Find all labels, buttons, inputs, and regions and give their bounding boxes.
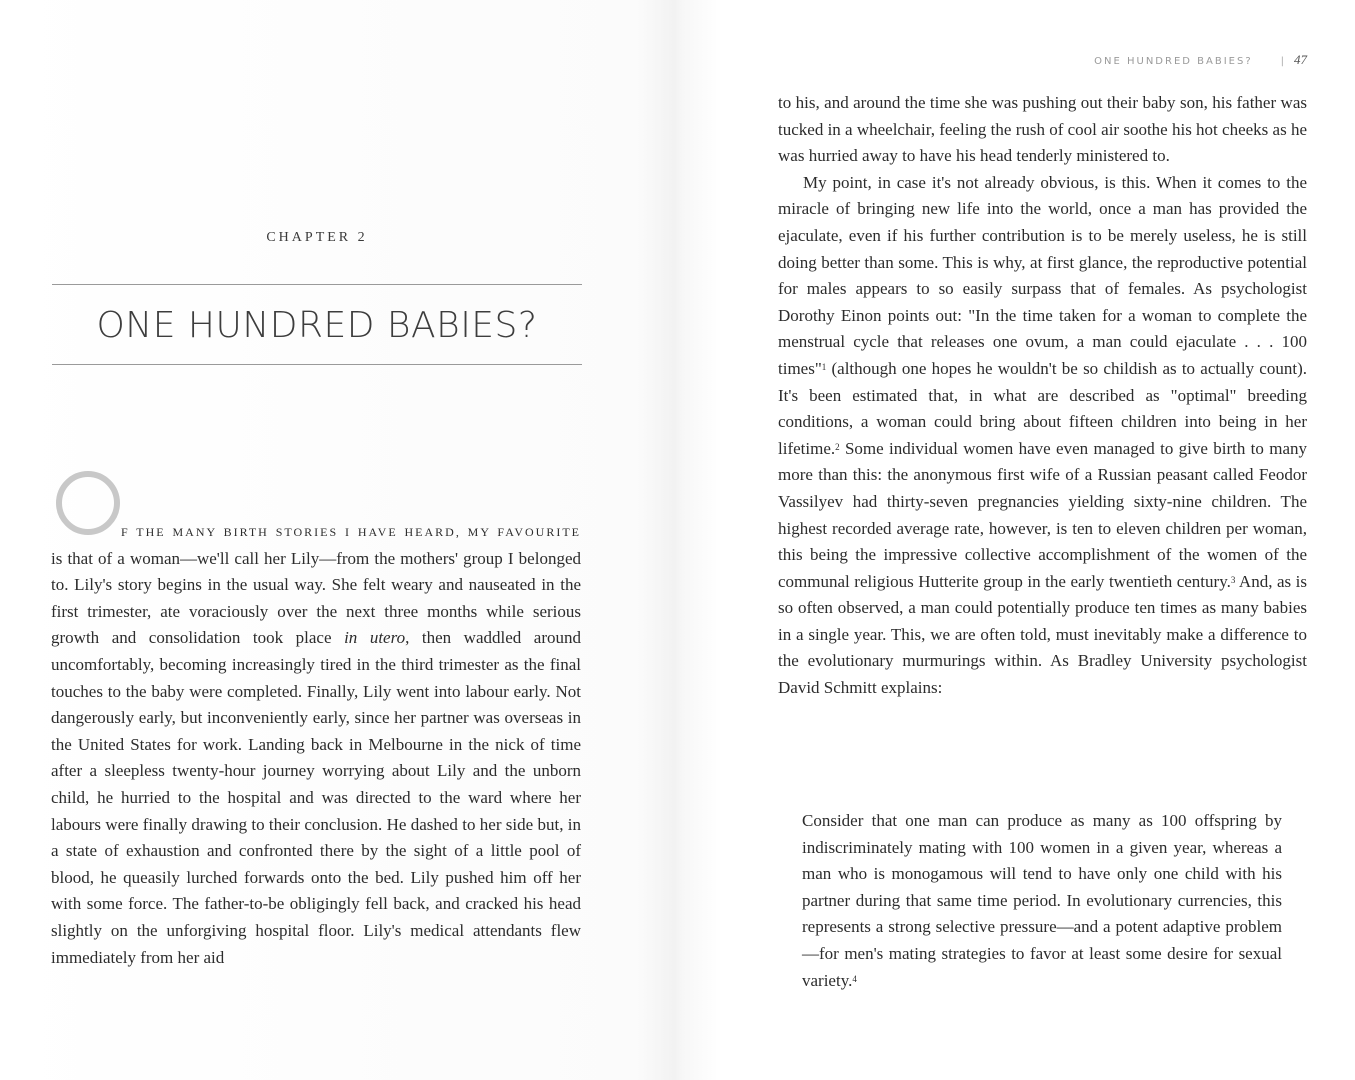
title-rule-top — [52, 284, 582, 285]
left-paragraph — [51, 546, 581, 972]
page-number: 47 — [1294, 52, 1307, 67]
para-2-part-d: And, as is so often observed, a man could potentially produce ten times as many babies in a single year. This, we are often told, must inevitably make a difference to the evolutionary murmurings within. As Bradley University psychologist David Schmitt explains: — [778, 571, 1307, 698]
body-italic: in utero — [344, 628, 406, 648]
para-2-part-b: (although one hopes he wouldn't be so childish as to actually count). It's been estimated that, in what are described as "optimal" breeding conditions, a woman could bring about fifteen children into being in her lifetime. — [778, 358, 1307, 458]
chapter-label: CHAPTER 2 — [266, 230, 368, 245]
paragraph-my-point — [778, 170, 1307, 702]
right-page — [676, 0, 1355, 1080]
right-body-text — [778, 90, 1307, 702]
running-head-title: ONE HUNDRED BABIES? — [1094, 56, 1253, 67]
title-rule-bottom — [52, 364, 582, 365]
block-quote — [802, 808, 1282, 994]
quote-text: Consider that one man can produce as many as 100 offspring by indiscriminately mating with 100 women in a given year, whereas a man who is monogamous will tend to have only one child with his partner during that same time period. In evolutionary currencies, this represents a strong selective pressure—and a potent adaptive problem—for men's mating strategies to favor at least some desire for sexual variety. — [802, 811, 1282, 990]
body-text-2: , then waddled around uncomfortably, becoming increasingly tired in the third trimester as the final touches to the baby were completed. Finally, Lily went into labour early. Not dangerously early, but inconveniently early, since her partner was overseas in the United States for work. Landing back in Melbourne in the nick of time after a sleepless twenty-hour journey worrying about Lily and the unborn child, he hurried to the hospital and was directed to the ward where her labours were finally drawing to their conclusion. He dashed to her side but, in a state of exhaustion and confronted there by the sight of a little pool of blood, he queasily lurched forwards onto the bed. Lily pushed him off her with some force. The father-to-be obligingly fell back, and cracked his head slightly on the unforgiving hospital floor. Lily's medical attendants flew immediately from her aid — [51, 628, 581, 967]
lead-in-smallcaps: F THE MANY BIRTH STORIES I HAVE HEARD, MY FAVOURITE — [121, 525, 581, 539]
footnote-ref-1: 1 — [821, 361, 827, 372]
left-page — [0, 0, 676, 1080]
chapter-title: ONE HUNDRED BABIES? — [96, 305, 538, 346]
paragraph-continuation: to his, and around the time she was pushing out their baby son, his father was tucked in a wheelchair, feeling the rush of cool air soothe his hot cheeks as he was hurried away to have his head tenderly ministered to. — [778, 93, 1307, 166]
body-text-1: is that of a woman—we'll call her Lily—from the mothers' group I belonged to. Lily's story begins in the usual way. She felt weary and nauseated in the first trimester, ate voraciously over the next three months while serious growth and consolidation took place — [51, 548, 581, 648]
footnote-ref-2: 2 — [835, 441, 840, 452]
footnote-ref-3: 3 — [1230, 574, 1236, 585]
para-2-part-a: My point, in case it's not already obvious, is this. When it comes to the miracle of bringing new life into the world, once a man has provided the ejaculate, even if his further contribution is to be merely useless, he is still doing better than some. This is why, at first glance, the reproductive potential for males appears to so easily surpass that of females. As psychologist Dorothy Einon points out: "In the time taken for a woman to complete the menstrual cycle that releases one ovum, a man could ejaculate . . . 100 times" — [778, 172, 1307, 378]
para-2-part-c: Some individual women have even managed to give birth to many more than this: the anonymous first wife of a Russian peasant called Feodor Vassilyev had thirty-seven pregnancies yielding sixty-nine children. The highest recorded average rate, however, is ten to eleven children per woman, this being the impressive collective accomplishment of the women of the communal religious Hutterite group in the early twentieth century. — [778, 438, 1307, 591]
left-body-text — [51, 519, 581, 971]
running-head-divider: | — [1280, 56, 1286, 67]
running-head — [1094, 52, 1307, 68]
footnote-ref-4: 4 — [852, 973, 857, 984]
